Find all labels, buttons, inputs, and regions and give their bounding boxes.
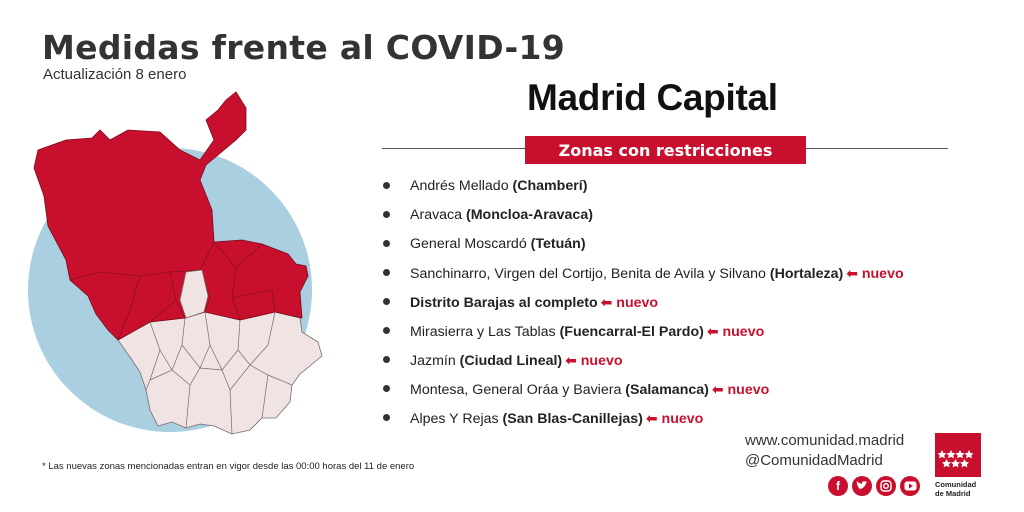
bullet-icon — [383, 414, 390, 421]
comunidad-madrid-logo — [935, 433, 981, 498]
zone-item — [380, 376, 904, 405]
arrow-left-icon: ⬅ — [600, 294, 617, 310]
zone-name: Andrés Mellado — [410, 178, 513, 194]
social-icons — [828, 476, 920, 496]
madrid-map — [0, 0, 360, 450]
zone-item — [380, 202, 904, 231]
madrid-flag-icon — [935, 433, 981, 477]
facebook-icon[interactable]: f — [828, 476, 848, 496]
new-label: nuevo — [661, 411, 704, 427]
new-label: nuevo — [861, 266, 904, 282]
new-badge — [846, 266, 903, 282]
bullet-icon — [383, 182, 390, 189]
new-badge — [707, 324, 764, 340]
zone-item — [380, 173, 904, 202]
bullet-icon — [383, 211, 390, 218]
bullet-icon — [383, 385, 390, 392]
bullet-icon — [383, 327, 390, 334]
new-badge — [565, 353, 622, 369]
bullet-icon — [383, 298, 390, 305]
new-label: nuevo — [616, 295, 659, 311]
zone-name: Mirasierra y Las Tablas — [410, 324, 560, 340]
zones-list — [380, 173, 904, 434]
zone-district: (Ciudad Lineal) — [459, 353, 563, 369]
logo-text-1: Comunidad — [935, 480, 977, 489]
arrow-left-icon: ⬅ — [846, 265, 862, 281]
zone-name: Jazmín — [410, 353, 460, 369]
new-badge — [712, 382, 769, 398]
zone-name: Sanchinarro, Virgen del Cortijo, Benita de Avila y Silvano — [410, 266, 770, 282]
zone-item — [380, 318, 904, 347]
zone-district: Distrito Barajas al completo — [410, 295, 598, 311]
new-label: nuevo — [580, 353, 623, 369]
bullet-icon — [383, 269, 390, 276]
zone-district: (Fuencarral-El Pardo) — [559, 324, 704, 340]
zone-district: (Salamanca) — [625, 382, 709, 398]
zone-item — [380, 260, 904, 289]
zone-name: Alpes Y Rejas — [410, 411, 503, 427]
zone-district: (Hortaleza) — [769, 266, 844, 282]
new-label: nuevo — [727, 382, 770, 398]
youtube-icon[interactable] — [900, 476, 920, 496]
instagram-icon[interactable] — [876, 476, 896, 496]
new-label: nuevo — [722, 324, 765, 340]
zone-name: General Moscardó — [410, 236, 531, 252]
logo-text-2: de Madrid — [935, 489, 971, 498]
zone-item — [380, 347, 904, 376]
zone-item — [380, 231, 904, 260]
new-badge — [601, 295, 658, 311]
zone-name: Aravaca — [410, 207, 466, 223]
zone-item — [380, 289, 904, 318]
social-handle[interactable]: @ComunidadMadrid — [745, 452, 883, 469]
new-badge — [646, 411, 703, 427]
zone-district: (Tetuán) — [530, 236, 586, 252]
zone-district: (Moncloa-Aravaca) — [466, 207, 593, 223]
footnote: * Las nuevas zonas mencionadas entran en vigor desde las 00:00 horas del 11 de enero — [42, 461, 415, 472]
zone-district: (Chamberí) — [512, 178, 588, 194]
website-link[interactable]: www.comunidad.madrid — [745, 432, 905, 449]
arrow-left-icon: ⬅ — [645, 410, 662, 426]
bullet-icon — [383, 240, 390, 247]
update-date: Actualización 8 enero — [43, 66, 187, 83]
page-title: Medidas frente al COVID-19 — [42, 28, 566, 67]
bullet-icon — [383, 356, 390, 363]
arrow-left-icon: ⬅ — [706, 323, 723, 339]
twitter-icon[interactable] — [852, 476, 872, 496]
arrow-left-icon: ⬅ — [711, 381, 728, 397]
arrow-left-icon: ⬅ — [565, 352, 581, 368]
zones-label: Zonas con restricciones — [525, 136, 806, 164]
zone-district: (San Blas-Canillejas) — [502, 411, 643, 427]
region-title: Madrid Capital — [527, 77, 778, 118]
zone-name: Montesa, General Oráa y Baviera — [410, 382, 626, 398]
zone-item — [380, 405, 904, 434]
